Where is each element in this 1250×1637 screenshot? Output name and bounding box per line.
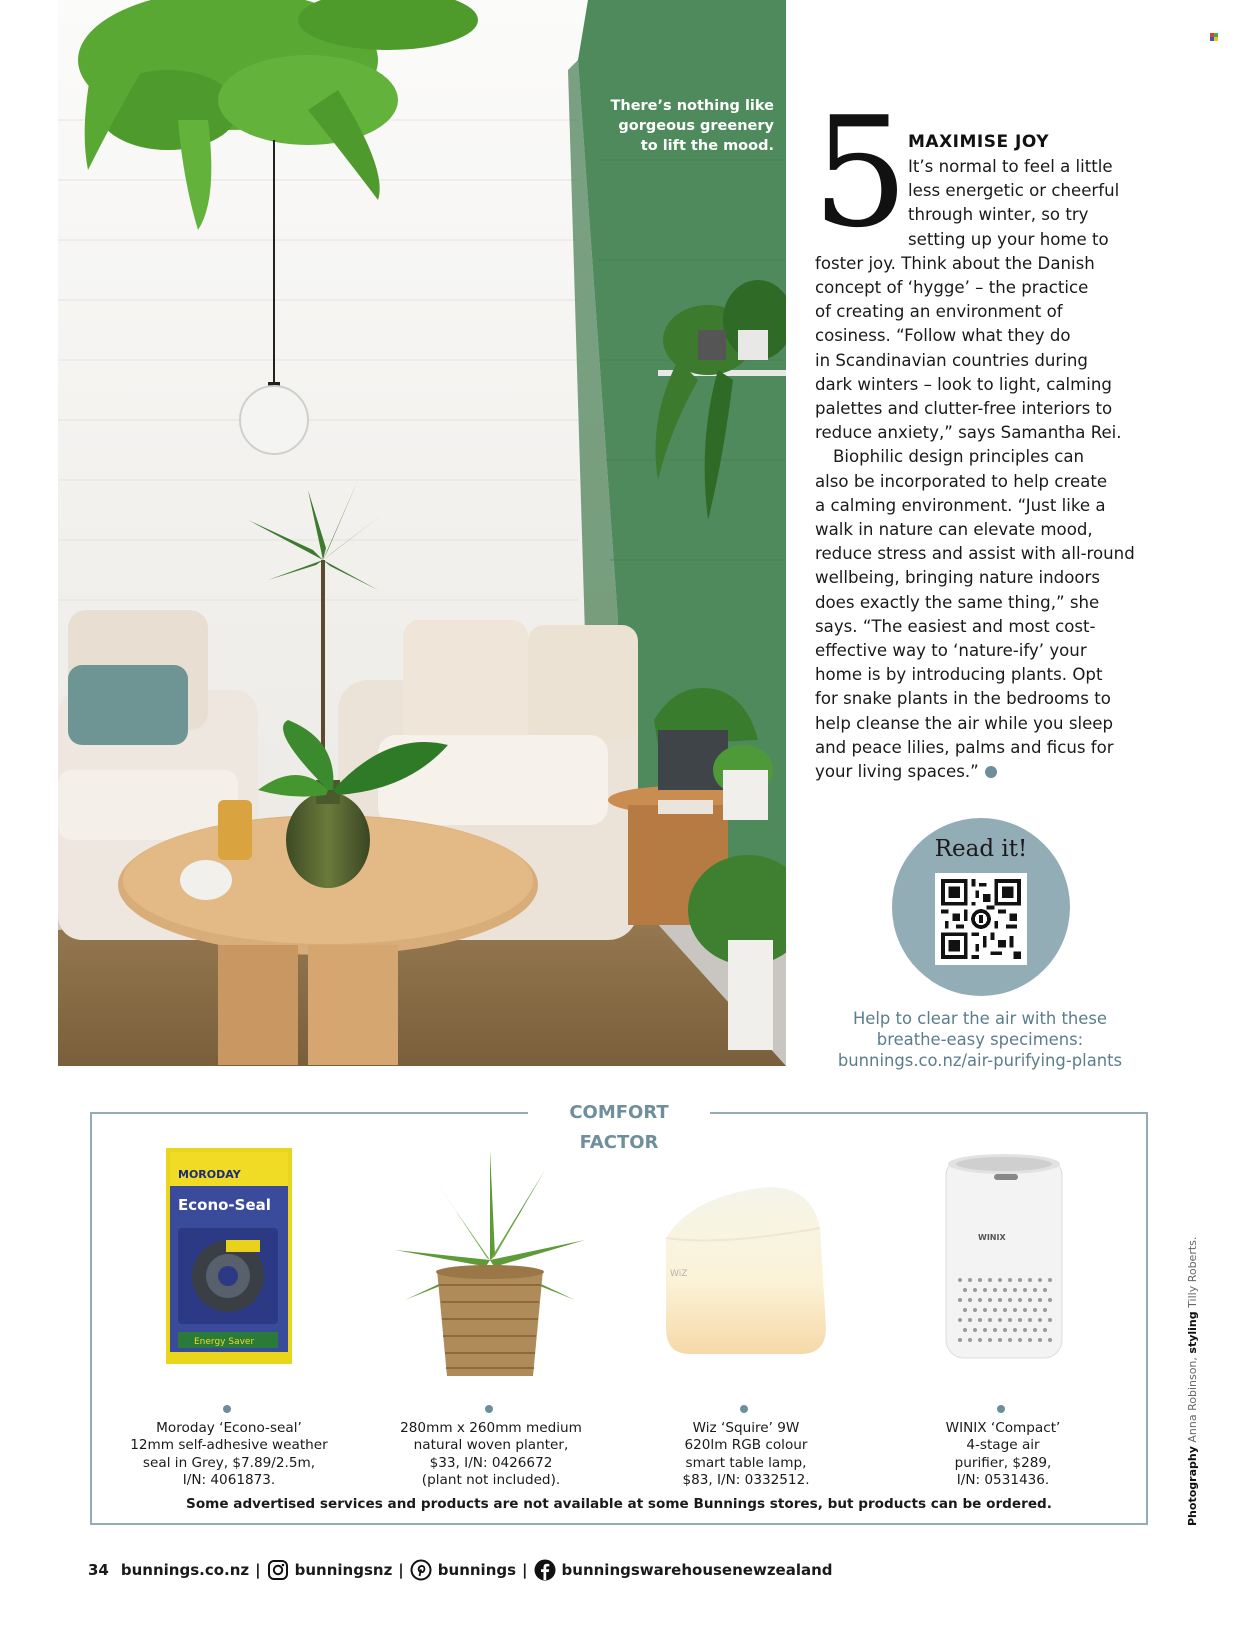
footer-separator: |: [255, 1561, 261, 1579]
help-url[interactable]: bunnings.co.nz/air-purifying-plants: [837, 1051, 1123, 1070]
page-number: 34: [88, 1561, 109, 1579]
package-tag: Energy Saver: [194, 1337, 255, 1347]
package-name: Econo-Seal: [178, 1196, 271, 1214]
credit-name: Anna Robinson,: [1186, 1357, 1199, 1443]
photo-credits: [1186, 1237, 1199, 1526]
body-line: concept of ‘hygge’ – the practice: [815, 278, 1089, 298]
product-description-purifier: [888, 1402, 1118, 1490]
lamp-brand: WiZ: [670, 1269, 688, 1279]
desc-line: $83, I/N: 0332512.: [682, 1472, 810, 1489]
desc-line: [631, 1402, 861, 1437]
body-line-text: your living spaces.”: [815, 762, 979, 782]
footer-separator: |: [398, 1561, 404, 1579]
body-line: dark winters – look to light, calming: [815, 374, 1112, 394]
qr-code-icon[interactable]: [935, 873, 1027, 965]
instagram-handle[interactable]: bunningsnz: [294, 1561, 393, 1579]
read-it-badge[interactable]: [892, 818, 1070, 996]
pinterest-handle[interactable]: bunnings: [437, 1561, 517, 1579]
product-description-planter: [376, 1402, 606, 1490]
body-line: walk in nature can elevate mood,: [815, 520, 1093, 540]
help-line: breathe-easy specimens:: [876, 1030, 1084, 1049]
desc-line: I/N: 0531436.: [956, 1472, 1050, 1489]
desc-line: purifier, $289,: [954, 1454, 1052, 1471]
desc-line: smart table lamp,: [685, 1454, 807, 1471]
print-color-mark: [1210, 33, 1218, 41]
body-line: a calming environment. “Just like a: [815, 495, 1106, 515]
bullet-icon: [223, 1405, 231, 1413]
desc-line: (plant not included).: [421, 1472, 561, 1489]
caption-line: to lift the mood.: [640, 138, 774, 154]
page-footer: [88, 1556, 833, 1584]
footer-separator: |: [522, 1561, 528, 1579]
body-line: reduce anxiety,” says Samantha Rei.: [815, 423, 1122, 443]
print-color-swatch: [1214, 37, 1218, 41]
bullet-icon: [740, 1405, 748, 1413]
pinterest-icon[interactable]: [410, 1559, 432, 1581]
desc-text: 280mm x 260mm medium: [400, 1419, 582, 1436]
body-line: says. “The easiest and most cost-: [815, 616, 1096, 636]
body-line: setting up your home to: [908, 229, 1109, 249]
end-mark-icon: [985, 766, 997, 778]
desc-line: [888, 1402, 1118, 1437]
air-purifying-plants-link[interactable]: [800, 1008, 1160, 1071]
body-line: and peace lilies, palms and ficus for: [815, 737, 1114, 757]
product-description-lamp: [631, 1402, 861, 1490]
credit-label: Photography: [1186, 1446, 1199, 1526]
instagram-icon[interactable]: [267, 1559, 289, 1581]
read-it-title: Read it!: [934, 836, 1028, 862]
desc-text: WINIX ‘Compact’: [945, 1419, 1061, 1436]
help-line: Help to clear the air with these: [852, 1009, 1108, 1028]
disclaimer: Some advertised services and products are not available at some Bunnings stores, but products can be ordered.: [186, 1496, 1052, 1512]
desc-line: $33, I/N: 0426672: [429, 1454, 553, 1471]
product-description-weather-seal: [114, 1402, 344, 1490]
body-line: in Scandinavian countries during: [815, 350, 1088, 370]
body-line: wellbeing, bringing nature indoors: [815, 568, 1100, 588]
credit-name: Tilly Roberts.: [1186, 1236, 1199, 1308]
desc-text: Wiz ‘Squire’ 9W: [692, 1419, 800, 1436]
desc-line: seal in Grey, $7.89/2.5m,: [142, 1454, 316, 1471]
body-line: for snake plants in the bedrooms to: [815, 689, 1111, 709]
body-line: does exactly the same thing,” she: [815, 592, 1100, 612]
bullet-icon: [997, 1405, 1005, 1413]
body-line: [815, 760, 1215, 784]
article-body: [815, 155, 1215, 784]
desc-line: [376, 1402, 606, 1437]
body-line: reduce stress and assist with all-round: [815, 544, 1135, 564]
facebook-handle[interactable]: bunningswarehousenewzealand: [561, 1561, 833, 1579]
desc-line: 620lm RGB colour: [684, 1437, 808, 1454]
body-line: home is by introducing plants. Opt: [815, 665, 1103, 685]
caption-line: There’s nothing like: [610, 98, 774, 114]
smart-table-lamp-product-image[interactable]: [660, 1168, 830, 1358]
section-number: 5: [812, 84, 909, 261]
body-line: palettes and clutter-free interiors to: [815, 399, 1113, 419]
photo-caption: [574, 96, 774, 156]
body-line: help cleanse the air while you sleep: [815, 713, 1114, 733]
desc-line: 12mm self-adhesive weather: [130, 1437, 328, 1454]
caption-line: gorgeous greenery: [618, 118, 774, 134]
facebook-icon[interactable]: [534, 1559, 556, 1581]
hero-photo: [58, 0, 786, 1066]
body-line: less energetic or cheerful: [908, 181, 1120, 201]
body-line: foster joy. Think about the Danish: [815, 253, 1095, 273]
comfort-factor-title: COMFORT FACTOR: [528, 1098, 710, 1128]
bullet-icon: [485, 1405, 493, 1413]
living-room-illustration: [58, 0, 786, 1066]
website-link[interactable]: bunnings.co.nz: [120, 1561, 250, 1579]
desc-line: [114, 1402, 344, 1437]
desc-line: 4-stage air: [966, 1437, 1040, 1454]
package-brand: MORODAY: [178, 1168, 241, 1181]
body-line: effective way to ‘nature-ify’ your: [815, 641, 1087, 661]
body-line: of creating an environment of: [815, 302, 1063, 322]
desc-line: I/N: 4061873.: [182, 1472, 276, 1489]
woven-planter-product-image[interactable]: [375, 1140, 605, 1380]
body-line: Biophilic design principles can: [833, 447, 1085, 467]
weather-seal-product-image[interactable]: [166, 1148, 292, 1364]
section-heading: MAXIMISE JOY: [908, 132, 1050, 152]
desc-text: Moroday ‘Econo-seal’: [156, 1419, 302, 1436]
air-purifier-product-image[interactable]: [944, 1150, 1064, 1362]
purifier-brand: WINIX: [978, 1233, 1006, 1242]
body-line: also be incorporated to help create: [815, 471, 1108, 491]
body-line: cosiness. “Follow what they do: [815, 326, 1071, 346]
body-line: It’s normal to feel a little: [908, 157, 1113, 176]
body-line: through winter, so try: [908, 205, 1089, 225]
credit-label: styling: [1186, 1311, 1199, 1354]
desc-line: natural woven planter,: [413, 1437, 569, 1454]
